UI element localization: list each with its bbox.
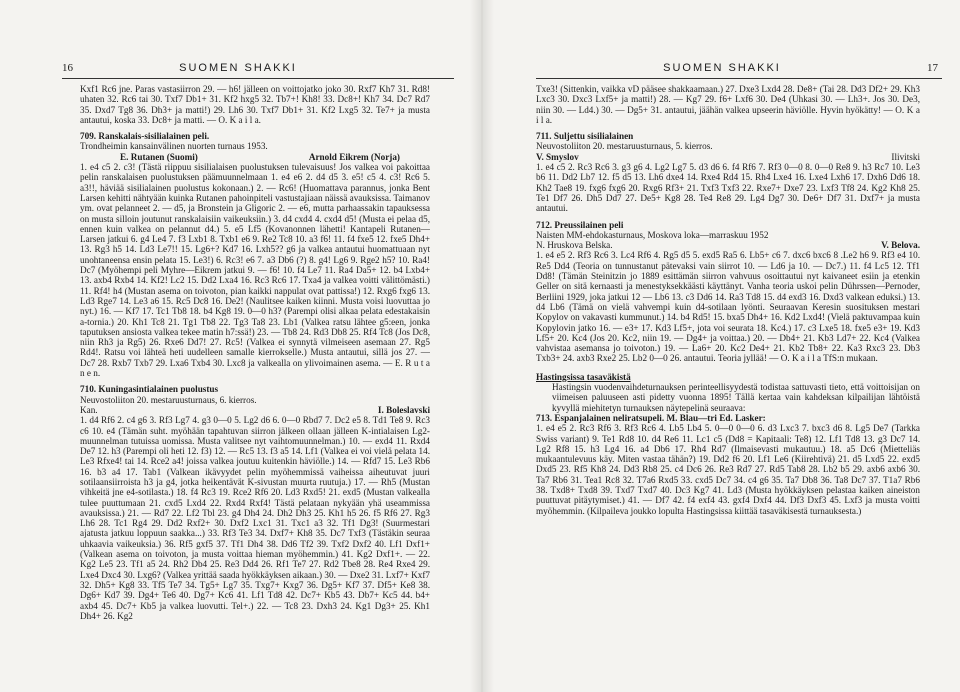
game-709-players bbox=[80, 152, 430, 162]
left-header bbox=[0, 62, 476, 80]
game-712-white: N. Hruskova Belska. bbox=[536, 240, 613, 251]
game-713-moves: 1. e4 e5 2. Rc3 Rf6 3. Rf3 Rc6 4. Lb5 Lb4 5. 0—0 0—0 6. d3 Lxc3 7. bxc3 d6 8. Lg5 De7 (Tarkka Swiss variant) 9. Te1 Rd8 10. d4 Re6 11. Lc1 c5 (Dd8 = Kapitaali: Te8) 12. Lf1 Td8 13. g3 Dc7 14. Lg2 Rf8 15. h3 Lg4 16. a4 Db6 17. Rh4 Rd7 (Ilmaisevasti mukautuu.) 18. a5 Dc6 (Mietteliäs mukaantulevuus käy. Miten vastaa tähän?) 19. Dd2 f6 20. Lf1 Le6 (Kiirehtivä) 21. d5 Lxd5 22. exd5 Dxd5 23. Rf5 Kh8 24. Dd3 Rb8 25. c4 Dc6 26. Re3 Rd7 27. Rd5 Tab8 28. Lb2 b5 29. axb6 axb6 30. Ta7 Rb6 31. Tea1 Rc8 32. T7a6 Rxd5 33. cxd5 Dc7 34. c4 g6 35. Ta7 Db8 36. Ta8 Dc7 37. T1a7 Rb6 38. Txd8+ Txd8 39. Txd7 Txd7 40. Dc3 Kg7 41. Ld3 (Musta hyökkäyksen pelastaa kaiken aineiston puuttuvat pitäytymiset.) 41. — Df7 42. f4 exf4 43. gxf4 Dxf4 44. Df3 Dxf3 45. Lxf3 ja musta voitti myöhemmin. (Kilpaileva joukko lopulta Hastingsissa kiittää tasaväkisestä turnauksesta.) bbox=[536, 423, 920, 516]
game-710-title: 710. Kuningasintialainen puolustus bbox=[80, 384, 219, 395]
right-continuation: Txe3! (Sittenkin, vaikka vD pääsee shakkaamaan.) 27. Dxe3 Lxd4 28. De8+ (Tai 28. Dd3 Df2+ 29. Kh3 Lxc3 30. Dxc3 Lxf5+ ja matti!) 28. — Kg7 29. f6+ Lxf6 30. De4 (Uhkasi 30. — Lh3+. Jos 30. De3, niin 30. — Ld4.) 30. — Dg5+ 31. antautui, jäähän valkea upseerin häviölle. Hyvin hyökätty! — O. K a i l a. bbox=[536, 84, 920, 125]
right-page bbox=[484, 0, 960, 692]
game-713-players: M. Blau—tri Ed. Lasker: bbox=[666, 412, 766, 423]
game-712-event: Naisten MM-ehdokasturnaus, Moskova loka—marraskuu 1952 bbox=[536, 229, 769, 240]
game-711-event: Neuvostoliiton 20. mestaruusturnaus, 5. kierros. bbox=[536, 141, 713, 152]
game-712-moves: 1. e4 e5 2. Rf3 Rc6 3. Lc4 Rf6 4. Rg5 d5 5. exd5 Ra5 6. Lb5+ c6 7. dxc6 bxc6 8 .Le2 h6 9. Rf3 e4 10. Re5 Dd4 (Teoria on tunnustanut pätevaksi vain siirrot 10. — Ld6 ja 10. — Dc7.) 11. f4 Lc5 12. Tf1 Dd8! (Tämän Steinitzin jo 1889 esittämän siirron vahvuus osoittautui nyt kaivaneet esiin ja etenkin Geller on sitä kernaasti ja menestyksekkäästi käyttänyt. Vanha teoria uskoi pelin Dührssen—Pernoder, Berliini 1929, joka jatkui 12 — Lb6 13. c3 Dd6 14. Ra3 Td8 15. d4 exd3 16. Dxd3 valkean eduksi.) 13. d4 Lb6 (Tämä on vielä vahvempi kuin d4-sotilaan lyönti. Seuraavan Keresin suosituksen mestari Kopylov on vakavasti kummunut.) 14. b4 Rd5! 15. bxa5 Dh4+ 16. Kd2 Lxd4! (Vielä paktuvampaa kuin Kopylovin jatko 16. — e3+ 17. Kd3 Lf5+, jota voi seurata 18. Kc4.) 17. c3 Lxe5 18. fxe5 e3+ 19. Kd3 Lf5+ 20. Kc4 (Jos 20. Kc2, niin 19. — Dg4+ ja voittaa.) 20. — Db4+ 21. Kb3 Ld7+ 22. Kc4 (Valkea vahvistaa asemansa jo toivoton.) 19. — La6+ 20. Kc2 De4+ 21. Kb2 Tb8+ 22. Ka3 Rxc3 23. Db3 Txb3+ 24. axb3 Rxe2 25. Lb2 0—0 26. antautui. Teoria jyllää! — O. K a i l a TfS:n mukaan. bbox=[536, 250, 920, 364]
game-709-event: Trondheimin kansainvälinen nuorten turnaus 1953. bbox=[80, 141, 268, 152]
right-header-rule bbox=[536, 78, 942, 79]
game-709-black: Arnold Eikrem (Norja) bbox=[308, 151, 400, 162]
game-710-white: Kan. bbox=[80, 404, 98, 415]
left-page bbox=[0, 0, 476, 692]
game-713-heading bbox=[536, 413, 920, 423]
game-713-title: 713. Espanjalainen neliratsupeli. bbox=[536, 412, 665, 423]
game-710-players bbox=[80, 405, 430, 415]
left-running-title: SUOMEN SHAKKI bbox=[179, 62, 297, 74]
game-710-event: Neuvostoliiton 20. mestaruusturnaus, 6. kierros. bbox=[80, 394, 257, 405]
right-running-title: SUOMEN SHAKKI bbox=[663, 62, 781, 74]
game-709-white: E. Rutanen (Suomi) bbox=[120, 151, 198, 162]
game-711-white: V. Smyslov bbox=[536, 151, 579, 162]
right-column bbox=[536, 84, 920, 516]
left-header-rule bbox=[62, 78, 454, 79]
left-continuation: Kxf1 Rc6 jne. Paras vastasiirron 29. — h6! jälleen on voittojatko joko 30. Rxf7 Kh7 31. Rd8! uhaten 32. Rc6 tai 30. Txf7 Db1+ 31. Kf2 hxg5 32. Tb7+! Kh8! 33. Dc8+! Kh7 34. Dc7 Rd7 35. Dxd7 Tg8 36. Dh3+ ja matti!) 29. Lh6 30. Txf7 Db1+ 31. Kf2 Lxg5 32. Te7+ ja musta antautui, koska 33. Dc8+ ja matti. — O. K a i l a. bbox=[80, 84, 430, 125]
game-710-black: I. Boleslavski bbox=[377, 404, 430, 415]
game-710-moves: 1. d4 Rf6 2. c4 g6 3. Rf3 Lg7 4. g3 0—0 5. Lg2 d6 6. 0—0 Rbd7 7. Dc2 e5 8. Td1 Te8 9. Rc3 c6 10. e4 (Tämän suht. myöhään tapahtuvan siirron jälkeen ollaan jälleen K-intialaisen Lg2-muunnelman tutuissa uomissa. Musta valitsee nyt vaihtomuunnelman.) 10. — exd4 11. Rxd4 De7 12. h3 (Parempi oli heti 12. f3) 12. — Rc5 13. f3 a5 14. Lf1 (Valkea ei voi vielä pelata 14. Le3 Rfxe4! tai 14. Rce2 a4! joissa valkea joutuu kuitenkin häviölle.) 14. — Rfd7 15. Le3 Rb6 16. b3 a4 17. Tab1 (Valkean ikävyydet pelin myöhemmissä vaiheissa aiheutuvat juuri sotilaansiirroista h3 ja g4, jotka heikentävät K-sivustan muurta ruutuja.) 17. — Rh5 (Mustan vihkeitä jne e4-sotilasta.) 18. f4 Rc3 19. Rce2 Rf6 20. Ld3 Rxd5! 21. exd5 (Mustan valkealla tulee puuttumaan 21. cxd5 Lxd4 22. Rxd4 Rxf4! Tästä pelataan nykyään yhä useammissa avauksissa.) 21. — Rd7 22. Lf2 Tbl 23. g4 Dh4 24. Dh2 Dh3 25. Kh1 h5 26. f5 Rf6 27. Rg3 Lh6 28. Tc1 Rg4 29. Dd2 Rxf2+ 30. Dxf2 Lxc1 31. Txc1 a3 32. Tf1 Dg3! (Suurmestari ajatusta jatkuu loppuun saakka...) 33. Rf3 Te3 34. Dxf7+ Kh8 35. Dc7 Txf3 (Tästäkin seuraa uhkaavia vaikeuksia.) 36. Rf5 gxf5 37. Tf1 Dh4 38. Dd6 Tf2 39. Txf2 Dxf2 40. Lf1 Dxf1+ (Valkean asema on toivoton, ja musta voittaa hieman myöhemmin.) 41. Kg2 Dxf1+. — 22. Kg2 Le5 23. Tf1 a5 24. Rh2 Db4 25. Re3 Dd4 26. Rf1 Te7 27. Rd2 Tbe8 28. Re4 Rxe4 29. Lxe4 Dxc4 30. Lxg6? (Valkea yrittää saada hyökkäyksen aikaan.) 30. — Dxe2 31. Lxf7+ Kxf7 32. Dh5+ Kg8 33. Tf5 Te7 34. Tg5+ Lg7 35. Txg7+ Kxg7 36. Dg5+ Kf7 37. Df5+ Ke8 38. Dg6+ Kd7 39. Dg4+ Te6 40. Dg7+ Kc6 41. Lf1 Td8 42. Dc7+ Kb5 43. Db7+ Kc5 44. b4+ axb4 45. Dc7+ Kb5 ja valkea luovutti. Tel+.) 22. — Tc8 23. Dxh3 24. Kg1 Dg3+ 25. Kh1 Dh4+ 26. Kg2 bbox=[80, 415, 430, 621]
game-709-title: 709. Ranskalais-sisilialainen peli. bbox=[80, 131, 210, 142]
left-column bbox=[80, 84, 430, 621]
left-page-number: 16 bbox=[62, 62, 73, 74]
game-709-moves: 1. e4 c5 2. c3! (Tästä riippuu sisilialaisen puolustuksen tulevaisuus! Jos valkea voi pakoittaa pelin ranskalaisen puolustuksen päämuunnelmaan 1. e4 e6 2. d4 d5 3. e5! c5 4. c3! Rc6 5. a3!!, häviää sisilialainen puolustus kokonaan.) 2. — Rc6! (Huomattava parannus, jonka Bent Larsen kehitti nähtyään kuinka Rutanen pahoinpiteli vastustajiaan näissä avauksissa. Taimanov ym. ovat pelanneet 2. — d5, ja Bronstein ja Gligoric 2. — e6, mutta parhaassakin tapauksessa on musta silloin joutunut ranskalaisiin vaikeuksiin.) 3. d4 cxd4 4. cxd4 d5! (Musta ei pelaa d5, ennen kuin valkea on pelannut d4.) 5. e5 Lf5 (Kovanonnen lähetti! Kantapeli Rutanen—Larsen jatkui 6. g4 Le4 7. f3 Lxb1 8. Txb1 e6 9. Re2 Tc8 10. a3 f6! 11. f4 fxe5 12. fxe5 Dh4+ 13. Rg3 h5 14. Ld3 Le7!! 15. Lg6+? Kd7 16. Lxh5?? g6 ja valkea antautui huomattuaan nyt unohtaneensa ensin pelata 15. Le3!) 6. Rc3! e6 7. a3 Db6 (?) 8. g4! Lg6 9. Rge2 h5? 10. Ra4! Dc7 (Myöhempi peli Myhre—Eikrem jatkui 9. — f6! 10. f4 Le7 11. Ra4 Da5+ 12. b4 Lxb4+ 13. axb4 Rxb4 14. Kf2! Lc2 15. Dd2 Lxa4 16. Rc3 Rc6 17. Txa4 ja valkea voitti välittömästi.) 11. Rf4! h4 (Mustan asema on toivoton, pian kaikki nappulat ovat pattissa!) 12. Rxg6 fxg6 13. Ld3 Rge7 14. Le3 a6 15. Rc5 Dc8 16. De2! (Naulitsee kaiken kiinni. Musta voisi luovuttaa jo nyt.) 16. — Kf7 17. Tc1 Tb8 18. b4 Kg8 19. 0—0 h3? (Parempi olisi alkaa pelata edestakaisin a-tornia.) 20. Kh1 Tc8 21. Tg1 Tb8 22. Tg3 Ta8 23. Lb1 (Valkea ratsu lähtee g5:een, jonka taputuksen ansiosta valkea tekee matin h7:ssä!) 23. — Tb8 24. Rd3 Db8 25. Rf4 Tc8 (Jos Dc8, niin Rh3 ja Rg5) 26. Rxe6 Dd7! 27. Rc5! (Valkea ei synnytä vilmeiseen asemaan 27. Rg5 Rd4!. Ratsu voi lähteä heti uudelleen samalle kierrokselle.) Musta antautui, sillä jos 27. — Dc7 28. Rxb7 Txb7 29. Lxa6 Txb4 30. Lxc8 ja valkealla on ylivoimainen asema. — E. R u t a n e n. bbox=[80, 162, 430, 379]
game-711-black: Ilivitski bbox=[891, 151, 920, 162]
hastings-intro: Hastingsin vuodenvaihdeturnauksen perinteellisyydestä todistaa sattuvasti tieto, että voittoisijan on viimeisen paluuseen asti pidetty vuonna 1895! Tällä kertaa vain kahdeksan kilpailijan lähtöistä kyvyllä miehitetyn turnauksen näytepelinä seuraava: bbox=[552, 382, 920, 413]
right-header bbox=[484, 62, 960, 80]
game-712-players bbox=[536, 240, 920, 250]
game-712-black: V. Belova. bbox=[881, 240, 920, 251]
game-711-players bbox=[536, 152, 920, 162]
hastings-section-heading: Hastingsissa tasaväkistä bbox=[536, 371, 631, 382]
right-page-number: 17 bbox=[927, 62, 938, 74]
game-712-title: 712. Preussilainen peli bbox=[536, 219, 624, 230]
game-711-title: 711. Suljettu sisilialainen bbox=[536, 131, 634, 142]
game-711-moves: 1. e4 c5 2. Rc3 Rc6 3. g3 g6 4. Lg2 Lg7 5. d3 d6 6. f4 Rf6 7. Rf3 0—0 8. 0—0 Rе8 9. h3 Rc7 10. Le3 b6 11. Dd2 Lb7 12. f5 d5 13. Lh6 dxe4 14. Rxe4 Rd4 15. Rh4 Lxe4 16. Lxe4 Lxh6 17. Dxh6 Dd6 18. Kh2 Tae8 19. fxg6 fxg6 20. Rxg6 Rf3+ 21. Txf3 Txf3 22. Rxe7+ Dxe7 23. Lxf3 Tf8 24. Kg2 Kh8 25. Te1 Df7 26. Dh5 Dd7 27. De5+ Kg8 28. Te4 Re8 29. Lg4 Dg7 30. De6+ Df7 31. Dxf7+ ja musta antautui. bbox=[536, 162, 920, 214]
